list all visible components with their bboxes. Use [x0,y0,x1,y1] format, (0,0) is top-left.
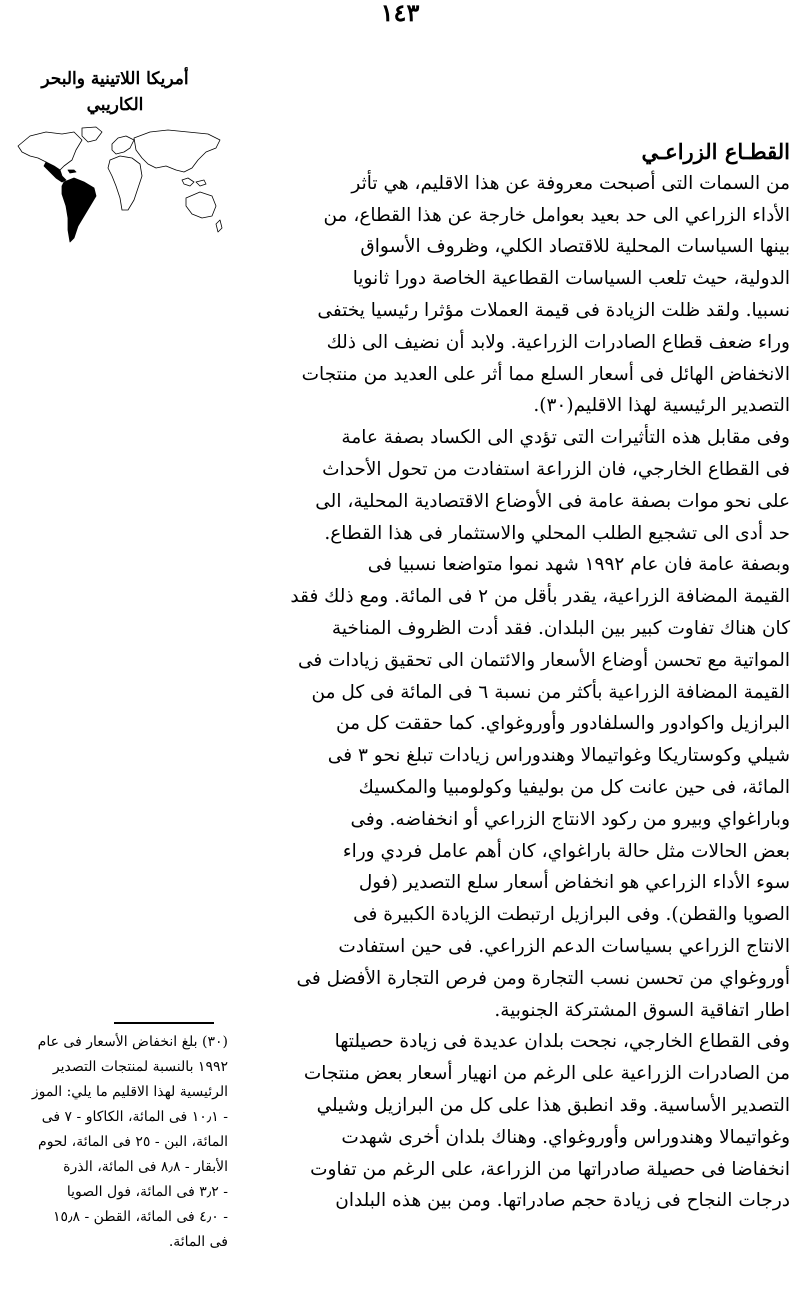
region-title-line: أمريكا اللاتينية والبحر [41,69,189,89]
footnote-divider [114,1022,214,1024]
body-line: من السمات التى أصبحت معروفة عن هذا الاقليم، هي تأثر [351,172,790,194]
europe-shape [112,136,134,154]
footnote-line: - ١٠٫١ فى المائة، الكاكاو - ٧ فى [41,1109,228,1125]
body-line: فى القطاع الخارجي، فان الزراعة استفادت من تحول الأحداث [322,458,790,480]
south-america-shape [62,178,96,242]
body-line: البرازيل واكوادور والسلفادور وأوروغواي. كما حققت كل من [336,713,790,735]
body-line: الانخفاض الهائل فى أسعار السلع مما أثر على العديد من منتجات [301,363,790,385]
body-line: بعض الحالات مثل حالة باراغواي، كان أهم عامل فردي وراء [342,840,790,862]
body-line: انخفاضا فى حصيلة صادراتها من الزراعة، على الرغم من تفاوت [310,1158,790,1180]
greenland-shape [82,127,102,142]
region-title [10,66,220,118]
footnote-line: المائة، البن - ٢٥ فى المائة، لحوم [38,1134,228,1150]
body-line: المائة، فى حين عانت كل من بوليفيا وكولومبيا والمكسيك [358,776,790,798]
body-line: نسبيا. ولقد ظلت الزيادة فى قيمة العملات مؤثرا رئيسيا يختفى [317,299,790,321]
body-line: أوروغواي من تحسن نسب التجارة ومن فرص التجارة الأفضل فى [296,967,790,989]
body-line: الانتاج الزراعي بسياسات الدعم الزراعي. فى حين استفادت [338,935,790,957]
footnote-line: فى المائة. [168,1234,228,1250]
body-line: القيمة المضافة الزراعية بأكثر من نسبة ٦ فى المائة فى كل من [311,681,790,703]
body-line: الأداء الزراعي الى حد بعيد بعوامل خارجة عن هذا القطاع، من [323,204,790,226]
footnote-line: الأبقار - ٨٫٨ فى المائة، الذرة [63,1159,228,1175]
body-line: شيلي وكوستاريكا وغواتيمالا وهندوراس زيادات تبلغ نحو ٣ فى [327,745,790,767]
new-zealand-shape [216,220,222,232]
body-line: درجات النجاح فى زيادة حجم صادراتها. ومن بين هذه البلدان [335,1190,790,1212]
body-line: حد أدى الى تشجيع الطلب المحلي والاستثمار فى هذا القطاع. [324,522,790,544]
body-line: اطار اتفاقية السوق المشتركة الجنوبية. [494,999,790,1021]
body-line: وباراغواي وبيرو من ركود الانتاج الزراعي أو انخفاضه. وفى [350,808,790,830]
footnote-line: - ٣٫٢ فى المائة، فول الصويا [66,1184,228,1200]
australia-shape [186,192,216,218]
body-line: التصدير الأساسية. وقد انطبق هذا على كل من البرازيل وشيلي [316,1094,790,1116]
africa-shape [108,156,142,210]
body-line: وفى القطاع الخارجي، نجحت بلدان عديدة فى زيادة حصيلتها [334,1031,790,1053]
body-line: وراء ضعف قطاع الصادرات الزراعية. ولابد أن نضيف الى ذلك [326,331,790,353]
main-text [268,136,790,1217]
footnote-line: ١٩٩٢ بالنسبة لمنتجات التصدير [52,1059,228,1075]
footnote-line: الرئيسية لهذا الاقليم ما يلي: الموز [31,1084,228,1100]
body-line: بينها السياسات المحلية للاقتصاد الكلي، وظروف الأسواق [360,236,790,258]
body-line: الدولية، حيث تلعب السياسات القطاعية الخاصة دورا ثانويا [352,268,790,290]
islands-shape [196,180,206,186]
body-line: على نحو موات بصفة عامة فى الأوضاع الاقتصادية المحلية، الى [315,490,790,512]
body-line: الصويا والقطن). وفى البرازيل ارتبطت الزيادة الكبيرة فى [353,904,790,926]
body-line: سوء الأداء الزراعي هو انخفاض أسعار سلع التصدير (فول [358,872,790,894]
body-line: وبصفة عامة فان عام ١٩٩٢ شهد نموا متواضعا نسبيا فى [367,554,790,576]
body-line: القيمة المضافة الزراعية، يقدر بأقل من ٢ فى المائة. ومع ذلك فقد [290,586,790,608]
section-heading: القطـاع الزراعـي [641,139,790,164]
body-line: التصدير الرئيسية لهذا الاقليم(٣٠). [533,395,790,417]
page-number: ١٤٣ [380,0,420,27]
footnote-line: - ٤٫٠ فى المائة، القطن - ١٥٫٨ [52,1209,228,1225]
islands-shape [182,178,194,186]
asia-shape [134,130,220,172]
world-map-icon [16,126,224,244]
body-line: المواتية مع تحسن أوضاع الأسعار والائتمان الى تحقيق زيادات فى [297,649,790,671]
body-line: وفى مقابل هذه التأثيرات التى تؤدي الى الكساد بصفة عامة [341,427,790,449]
caribbean-shape [68,170,76,173]
footnote-line: (٣٠) بلغ انخفاض الأسعار فى عام [37,1034,228,1050]
footnote [6,1030,228,1255]
region-title-line: الكاريبي [86,95,144,115]
body-line: وغواتيمالا وهندوراس وأوروغواي. وهناك بلدان أخرى شهدت [341,1126,790,1148]
body-line: من الصادرات الزراعية على الرغم من انهيار أسعار بعض منتجات [303,1063,790,1085]
body-line: كان هناك تفاوت كبير بين البلدان. فقد أدت الظروف المناخية [331,617,790,639]
